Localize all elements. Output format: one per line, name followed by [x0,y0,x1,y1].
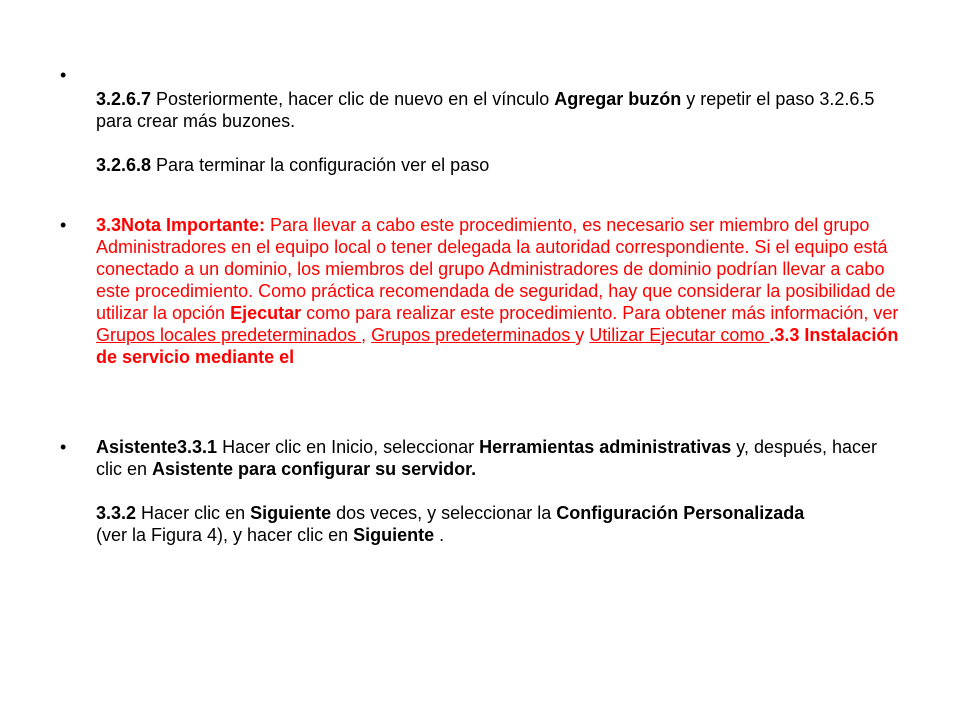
paragraph-3-2-6-7 [96,88,906,132]
bold-text: Configuración Personalizada [556,503,805,523]
bold-text: Siguiente [353,525,435,545]
item-2-important-note [96,214,906,368]
item-3-asistente [96,436,906,546]
text: dos veces, y seleccionar la [331,503,557,523]
bold-text: Asistente para configurar su servidor. [152,459,477,479]
link-grupos-locales-predeterminados[interactable]: Grupos locales predeterminados [96,325,362,345]
note-label: Nota Importante: [121,215,266,235]
text: Posteriormente, hacer clic de nuevo en el vínculo [151,89,555,109]
paragraph-note [96,214,906,368]
text: Para llevar a cabo este procedimiento, es necesario ser miembro del grupo Administradores en el equipo local o tener delegada la autoridad correspondiente. Si el equipo está conectado a un dominio, los miembros del grupo Administradores de dominio podrían llevar a cabo este procedimiento. Como práctica recomendada de seguridad, hay que considerar la posibilidad de utilizar la opción [96,215,896,323]
bold-text: Herramientas administrativas [479,437,732,457]
bullet-1: • [60,65,67,85]
text: como para realizar este procedimiento. Para obtener más información, ver [301,303,899,323]
item-1-step-3-2-6-7 [96,88,906,176]
text: y repetir el paso 3.2.6.5 para crear más buzones. [96,89,875,131]
step-number: Asistente3.3.1 [96,437,218,457]
step-number: 3.3.2 [96,503,137,523]
bold-text: Ejecutar [230,303,302,323]
bullet-3: • [60,437,67,457]
text: y, después, hacer clic en [96,437,878,479]
separator: y [575,325,590,345]
link-utilizar-ejecutar-como[interactable]: Utilizar Ejecutar como [589,325,770,345]
link-grupos-predeterminados[interactable]: Grupos predeterminados [371,325,576,345]
text: (ver la Figura 4), y hacer clic en [96,525,354,545]
text: Para terminar la configuración ver el paso [151,155,490,175]
text: Hacer clic en Inicio, seleccionar [217,437,480,457]
step-number: 3.2.6.7 [96,89,152,109]
bullet-2: • [60,215,67,235]
step-number: 3.2.6.8 [96,155,152,175]
text: Hacer clic en [136,503,251,523]
bold-text: Agregar buzón [554,89,682,109]
step-number: 3.3 [96,215,122,235]
section-heading-tail: .3.3 Instalación de servicio mediante el [96,325,899,367]
bold-text: Siguiente [250,503,332,523]
paragraph-3-3-2 [96,502,906,546]
separator: , [361,325,372,345]
paragraph-3-3-1 [96,436,906,480]
paragraph-3-2-6-8 [96,154,906,176]
text: . [434,525,445,545]
